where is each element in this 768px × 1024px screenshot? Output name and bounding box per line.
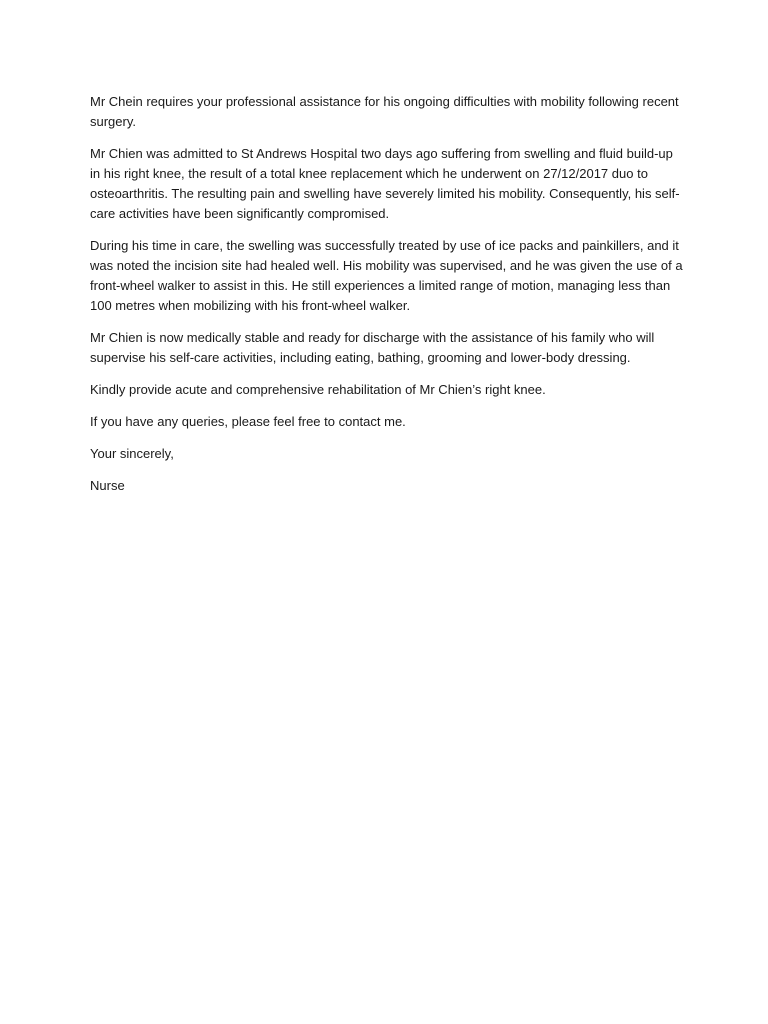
letter-paragraph: During his time in care, the swelling was successfully treated by use of ice packs and painkillers, and it was noted the incision site had healed well. His mobility was supervised, and he was given the use of a front-wheel walker to assist in this. He still experiences a limited range of motion, managing less than 100 metres when mobilizing with his front-wheel walker. [90, 238, 683, 313]
letter-paragraph: Mr Chien was admitted to St Andrews Hospital two days ago suffering from swelling and fluid build-up in his right knee, the result of a total knee replacement which he underwent on 27/12/2017 duo to osteoarthritis. The resulting pain and swelling have severely limited his mobility. Consequently, his self-care activities have been significantly compromised. [90, 146, 680, 221]
letter-body [90, 92, 685, 508]
letter-closing: Your sincerely, [90, 446, 174, 461]
letter-paragraph: If you have any queries, please feel free to contact me. [90, 414, 406, 429]
letter-paragraph: Kindly provide acute and comprehensive rehabilitation of Mr Chien’s right knee. [90, 382, 546, 397]
letter-paragraph: Mr Chien is now medically stable and ready for discharge with the assistance of his family who will supervise his self-care activities, including eating, bathing, grooming and lower-body dressing. [90, 330, 655, 365]
letter-signature: Nurse [90, 478, 125, 493]
letter-paragraph: Mr Chein requires your professional assistance for his ongoing difficulties with mobility following recent surgery. [90, 94, 679, 129]
